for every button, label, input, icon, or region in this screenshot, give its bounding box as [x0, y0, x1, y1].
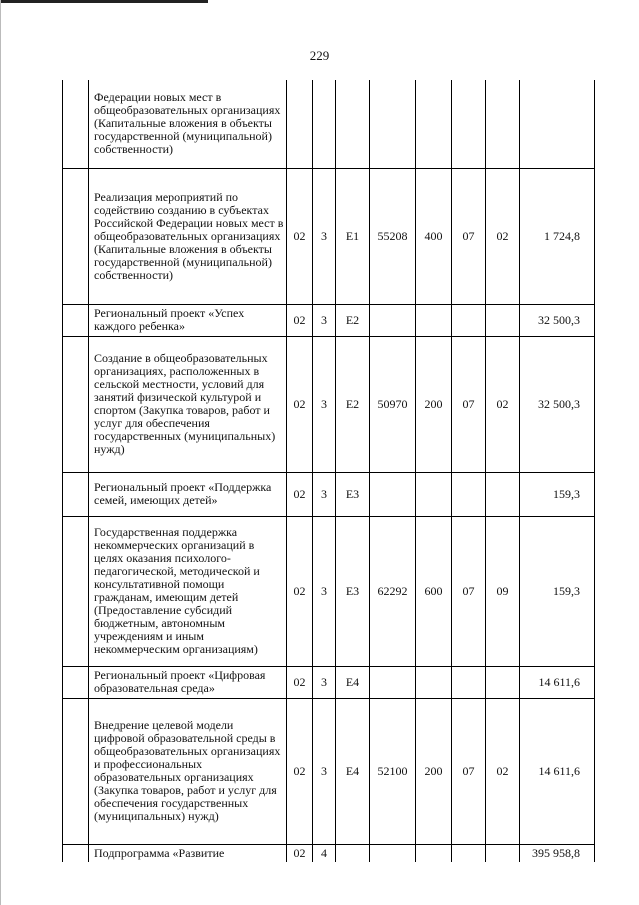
code-cell: Е4 — [336, 666, 370, 698]
code-cell — [416, 80, 452, 168]
amount-cell: 14 611,6 — [520, 698, 595, 844]
code-cell: 02 — [287, 336, 313, 472]
page-number: 229 — [309, 48, 330, 63]
code-cell — [452, 666, 486, 698]
row-name: Реализация мероприятий по содействию созданию в субъектах Российской Федерации новых мест в общеобразовательных организациях (Капитальные вложения в объекты государственной (муниципальной) собственности) — [89, 168, 287, 304]
row-name: Региональный проект «Поддержка семей, имеющих детей» — [89, 472, 287, 516]
code-cell — [370, 304, 416, 336]
table-row — [63, 472, 595, 516]
code-cell — [486, 304, 520, 336]
code-cell: 07 — [452, 698, 486, 844]
code-cell: 02 — [287, 844, 313, 862]
code-cell: Е3 — [336, 472, 370, 516]
code-cell: 52100 — [370, 698, 416, 844]
code-cell — [486, 80, 520, 168]
blank-cell — [63, 472, 89, 516]
code-cell: 55208 — [370, 168, 416, 304]
page-edge — [0, 0, 1, 905]
table-row — [63, 304, 595, 336]
code-cell — [313, 80, 336, 168]
blank-cell — [63, 516, 89, 666]
blank-cell — [63, 168, 89, 304]
code-cell: 3 — [313, 698, 336, 844]
amount-cell: 14 611,6 — [520, 666, 595, 698]
row-name: Региональный проект «Успех каждого ребенка» — [89, 304, 287, 336]
code-cell: 3 — [313, 516, 336, 666]
code-cell — [416, 844, 452, 862]
code-cell — [452, 844, 486, 862]
amount-cell: 32 500,3 — [520, 336, 595, 472]
code-cell — [452, 304, 486, 336]
code-cell: 02 — [287, 168, 313, 304]
code-cell — [370, 844, 416, 862]
table-row — [63, 698, 595, 844]
code-cell — [370, 666, 416, 698]
code-cell: 50970 — [370, 336, 416, 472]
code-cell — [370, 80, 416, 168]
code-cell — [416, 304, 452, 336]
code-cell: Е2 — [336, 336, 370, 472]
code-cell: 3 — [313, 304, 336, 336]
code-cell: Е4 — [336, 698, 370, 844]
row-name: Создание в общеобразовательных организациях, расположенных в сельской местности, условий для занятий физической культурой и спортом (Закупка товаров, работ и услуг для обеспечения государственных (муниципальных) нужд) — [89, 336, 287, 472]
code-cell: Е3 — [336, 516, 370, 666]
code-cell: 07 — [452, 168, 486, 304]
amount-cell — [520, 80, 595, 168]
code-cell: 3 — [313, 472, 336, 516]
code-cell — [416, 666, 452, 698]
code-cell: 02 — [287, 666, 313, 698]
code-cell: 400 — [416, 168, 452, 304]
table-row — [63, 666, 595, 698]
blank-cell — [63, 336, 89, 472]
amount-cell: 159,3 — [520, 472, 595, 516]
code-cell: 02 — [287, 472, 313, 516]
code-cell: 02 — [287, 698, 313, 844]
code-cell: 200 — [416, 698, 452, 844]
code-cell — [336, 844, 370, 862]
code-cell: 3 — [313, 666, 336, 698]
blank-cell — [63, 304, 89, 336]
row-name: Государственная поддержка некоммерческих организаций в целях оказания психолого-педагогической, методической и консультативной помощи гражданам, имеющим детей (Предоставление субсидий бюджетным, автономным учреждениям и иным некоммерческим организациям) — [89, 516, 287, 666]
code-cell: 02 — [287, 516, 313, 666]
code-cell — [486, 666, 520, 698]
amount-cell: 32 500,3 — [520, 304, 595, 336]
code-cell: 02 — [486, 168, 520, 304]
table-row — [63, 168, 595, 304]
row-name: Федерации новых мест в общеобразовательных организациях (Капитальные вложения в объекты государственной (муниципальной) собственности) — [89, 80, 287, 168]
table-row — [63, 844, 595, 862]
blank-cell — [63, 80, 89, 168]
top-rule — [0, 0, 208, 3]
code-cell: 600 — [416, 516, 452, 666]
table-row — [63, 80, 595, 168]
code-cell — [370, 472, 416, 516]
code-cell — [452, 472, 486, 516]
code-cell — [416, 472, 452, 516]
code-cell: 07 — [452, 516, 486, 666]
code-cell — [486, 472, 520, 516]
row-name: Внедрение целевой модели цифровой образовательной среды в общеобразовательных организациях и профессиональных образовательных организациях (Закупка товаров, работ и услуг для обеспечения государственных (муниципальных) нужд) — [89, 698, 287, 844]
code-cell: Е1 — [336, 168, 370, 304]
row-name: Подпрограмма «Развитие — [89, 844, 287, 862]
amount-cell: 1 724,8 — [520, 168, 595, 304]
blank-cell — [63, 666, 89, 698]
blank-cell — [63, 698, 89, 844]
code-cell: 3 — [313, 168, 336, 304]
budget-table — [62, 80, 595, 862]
code-cell — [452, 80, 486, 168]
blank-cell — [63, 844, 89, 862]
table-row — [63, 336, 595, 472]
code-cell: 02 — [486, 336, 520, 472]
code-cell: Е2 — [336, 304, 370, 336]
code-cell: 07 — [452, 336, 486, 472]
code-cell: 4 — [313, 844, 336, 862]
code-cell: 02 — [287, 304, 313, 336]
amount-cell: 395 958,8 — [520, 844, 595, 862]
table-row — [63, 516, 595, 666]
code-cell: 62292 — [370, 516, 416, 666]
amount-cell: 159,3 — [520, 516, 595, 666]
code-cell — [336, 80, 370, 168]
code-cell: 3 — [313, 336, 336, 472]
code-cell — [486, 844, 520, 862]
code-cell: 200 — [416, 336, 452, 472]
row-name: Региональный проект «Цифровая образовательная среда» — [89, 666, 287, 698]
code-cell: 02 — [486, 698, 520, 844]
code-cell — [287, 80, 313, 168]
code-cell: 09 — [486, 516, 520, 666]
